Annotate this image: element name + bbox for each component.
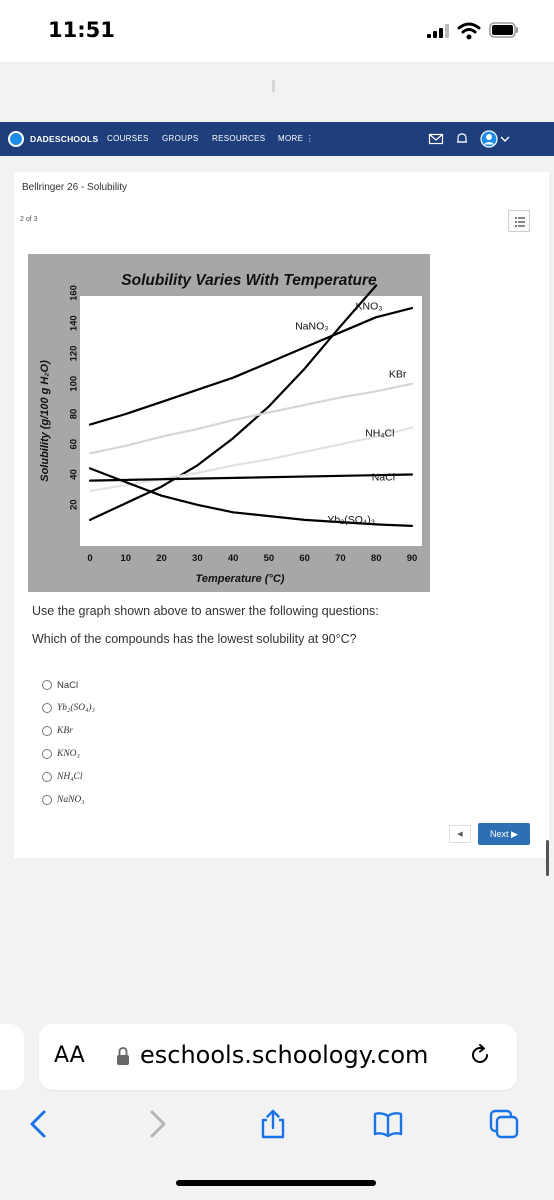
avatar-icon[interactable] (480, 130, 498, 148)
y-tick-label: 100 (68, 375, 80, 392)
answer-option-kbr[interactable] (42, 724, 73, 738)
page-title: Bellringer 26 - Solubility (22, 182, 128, 193)
status-time: 11:51 (48, 18, 115, 42)
x-tick-label: 50 (263, 553, 275, 564)
top-navbar (0, 122, 554, 156)
chart-title: Solubility Varies With Temperature (121, 272, 377, 289)
series-label: Yb₂(SO₄)₃ (327, 513, 376, 526)
radio-button[interactable] (42, 680, 52, 690)
chart-svg (28, 254, 430, 592)
x-tick-label: 90 (406, 553, 418, 564)
x-tick-label: 0 (87, 553, 93, 564)
lock-icon (116, 1046, 130, 1066)
signal-icon (427, 24, 449, 38)
series-label: NaCl (371, 471, 396, 484)
browser-top-area (0, 62, 554, 122)
y-tick-label: 80 (68, 408, 80, 420)
status-bar (0, 0, 554, 62)
nav-groups[interactable]: GROUPS (162, 134, 199, 143)
series-label: NH₄Cl (365, 427, 395, 440)
question-counter: 2 of 3 (20, 216, 38, 223)
envelope-icon[interactable] (428, 132, 444, 146)
series-label: KNO₃ (355, 300, 383, 313)
answer-option-label: NaNO₃ (57, 795, 85, 805)
drag-handle (272, 80, 275, 92)
radio-button[interactable] (42, 726, 52, 736)
radio-button[interactable] (42, 749, 52, 759)
answer-option-kno3[interactable] (42, 747, 80, 761)
x-tick-label: 40 (227, 553, 239, 564)
series-label: KBr (388, 368, 407, 381)
radio-button[interactable] (42, 703, 52, 713)
wifi-icon (457, 22, 481, 40)
y-tick-label: 160 (68, 285, 80, 301)
next-button[interactable]: Next ▶ (478, 823, 530, 845)
y-axis-label: Solubility (g/100 g H₂O) (39, 360, 51, 482)
x-tick-label: 30 (192, 553, 203, 564)
previous-tab-edge[interactable] (0, 1024, 24, 1090)
radio-button[interactable] (42, 772, 52, 782)
nav-resources[interactable]: RESOURCES (212, 134, 266, 143)
answer-option-nh4cl[interactable] (42, 770, 82, 784)
bookmarks-icon[interactable] (372, 1108, 404, 1140)
x-tick-label: 60 (299, 553, 310, 564)
nav-courses[interactable]: COURSES (107, 134, 149, 143)
y-tick-label: 120 (68, 345, 80, 362)
x-axis-label: Temperature (°C) (195, 573, 285, 585)
tabs-icon[interactable] (488, 1108, 520, 1140)
back-icon[interactable] (24, 1108, 56, 1140)
x-tick-label: 70 (335, 553, 346, 564)
forward-icon[interactable] (140, 1108, 172, 1140)
y-tick-label: 40 (68, 469, 80, 480)
y-tick-label: 140 (68, 315, 80, 332)
nav-brand[interactable]: DADESCHOOLS (30, 134, 99, 144)
home-indicator (176, 1180, 376, 1186)
battery-icon (489, 22, 519, 38)
series-label: NaNO₃ (295, 320, 329, 333)
reader-settings-button[interactable]: AA (54, 1043, 85, 1068)
x-tick-label: 20 (156, 553, 167, 564)
previous-button[interactable]: ◀ (449, 825, 471, 843)
url-text[interactable]: eschools.schoology.com (140, 1041, 429, 1069)
answer-option-yb2so43[interactable] (42, 701, 95, 715)
bell-icon[interactable] (454, 132, 470, 146)
solubility-chart (28, 254, 430, 592)
reload-icon[interactable] (468, 1043, 492, 1067)
x-tick-label: 80 (370, 553, 382, 564)
nav-more[interactable]: MORE ⋮ (278, 134, 315, 143)
radio-button[interactable] (42, 795, 52, 805)
share-icon[interactable] (257, 1108, 289, 1140)
question-intro: Use the graph shown above to answer the following questions: (32, 604, 379, 618)
answer-option-label: Yb₂(SO₄)₃ (57, 703, 95, 713)
question-prompt: Which of the compounds has the lowest solubility at 90°C? (32, 632, 357, 646)
scrollbar[interactable] (546, 840, 549, 876)
answer-option-label: NaCl (57, 679, 79, 691)
answer-option-label: KNO₃ (57, 749, 80, 759)
list-icon (509, 211, 531, 233)
question-list-button[interactable] (508, 210, 530, 232)
x-tick-label: 10 (120, 553, 132, 564)
answer-option-nacl[interactable] (42, 678, 78, 692)
answer-option-label: NH₄Cl (57, 772, 83, 782)
answer-option-label: KBr (57, 726, 73, 736)
answer-option-nano3[interactable] (42, 793, 85, 807)
y-tick-label: 20 (68, 499, 80, 511)
chevron-down-icon[interactable] (500, 132, 510, 146)
y-tick-label: 60 (68, 438, 80, 450)
school-logo-icon[interactable] (8, 131, 24, 147)
